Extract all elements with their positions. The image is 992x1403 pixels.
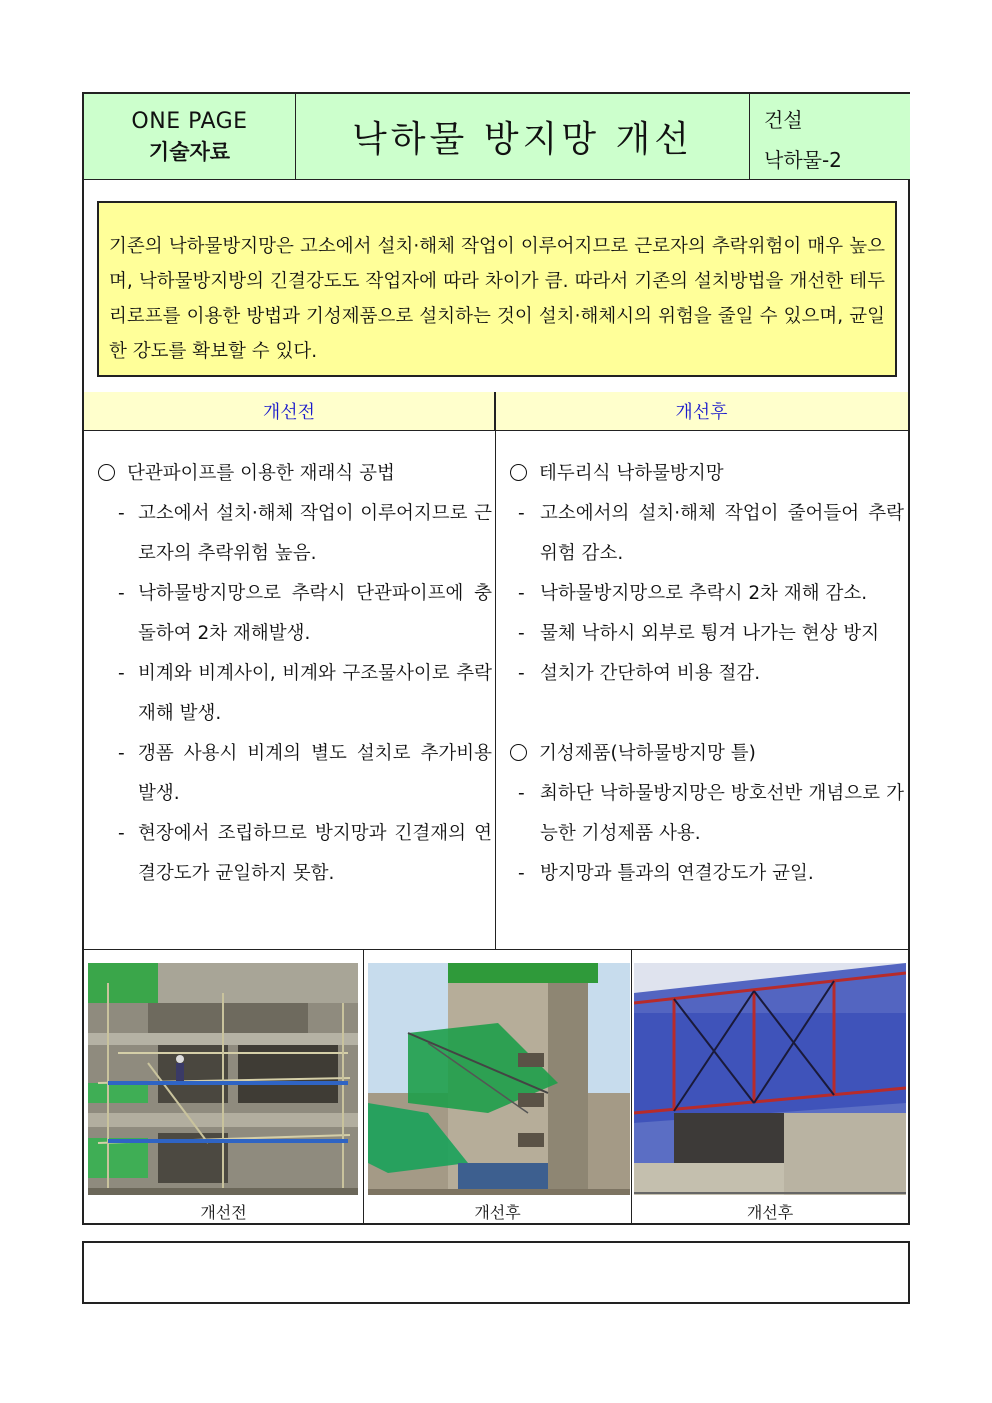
photo-caption: 개선전 (200, 1203, 247, 1222)
before-column (96, 454, 492, 894)
column-divider (495, 392, 496, 949)
doc-type-line2: 기술자료 (148, 139, 231, 164)
photo-before-scaffold (88, 963, 358, 1195)
page-title: 낙하물 방지망 개선 (296, 94, 750, 179)
doc-type-cell (84, 94, 296, 179)
before-heading: 단관파이프를 이용한 재래식 공법 (96, 454, 492, 494)
summary-box: 기존의 낙하물방지망은 고소에서 설치·해체 작업이 이루어지므로 근로자의 추락위험이 매우 높으며, 낙하물방지방의 긴결강도도 작업자에 따라 차이가 큼. 따라서 기존의 설치방법을 개선한 테두리로프를 이용한 방법과 기성제품으로 설치하는 것이 설치·해체시의 위험을 줄일 수 있으며, 균일한 강도를 확보할 수 있다. (97, 201, 897, 377)
list-item: - 갱폼 사용시 비계의 별도 설치로 추가비용 발생. (118, 743, 492, 804)
after-column (508, 454, 904, 894)
doc-type-line1: ONE PAGE (131, 108, 248, 134)
divider (84, 179, 908, 180)
photo-after-net-1 (368, 963, 630, 1195)
circle-bullet-icon (98, 464, 115, 481)
column-header-after: 개선후 (495, 392, 908, 430)
doc-meta-cell (750, 94, 910, 179)
document-frame (82, 92, 910, 1225)
after-heading-1: 테두리식 낙하물방지망 (508, 454, 904, 494)
notes-box (82, 1241, 910, 1304)
photo-cell-before (84, 949, 364, 1225)
list-item: - 현장에서 조립하므로 방지망과 긴결재의 연결강도가 균일하지 못함. (118, 823, 492, 884)
photo-caption: 개선후 (474, 1203, 521, 1222)
photo-cell-after-2 (632, 949, 908, 1225)
photo-row (84, 949, 908, 1225)
list-item: - 낙하물방지망으로 추락시 단관파이프에 충돌하여 2차 재해발생. (118, 583, 492, 644)
divider (84, 430, 908, 431)
after-heading-2: 기성제품(낙하물방지망 틀) (508, 734, 904, 774)
list-item: - 물체 낙하시 외부로 튕겨 나가는 현상 방지 (518, 623, 880, 644)
circle-bullet-icon (510, 744, 527, 761)
list-item: - 고소에서 설치·해체 작업이 이루어지므로 근로자의 추락위험 높음. (118, 503, 492, 564)
list-item: - 비계와 비계사이, 비계와 구조물사이로 추락 재해 발생. (118, 663, 492, 724)
doc-code: 낙하물-2 (764, 148, 842, 172)
list-item: - 낙하물방지망으로 추락시 2차 재해 감소. (518, 583, 868, 604)
list-item: - 설치가 간단하여 비용 절감. (518, 663, 761, 684)
list-item: - 방지망과 틀과의 연결강도가 균일. (518, 863, 814, 884)
circle-bullet-icon (510, 464, 527, 481)
photo-caption: 개선후 (746, 1203, 794, 1222)
photo-cell-after-1 (364, 949, 632, 1225)
list-item: - 고소에서의 설치·해체 작업이 줄어들어 추락위험 감소. (518, 503, 904, 564)
doc-category: 건설 (764, 108, 803, 132)
column-header-before: 개선전 (84, 392, 495, 430)
list-item: - 최하단 낙하물방지망은 방호선반 개념으로 가능한 기성제품 사용. (518, 783, 904, 844)
photo-after-net-2 (634, 963, 906, 1195)
